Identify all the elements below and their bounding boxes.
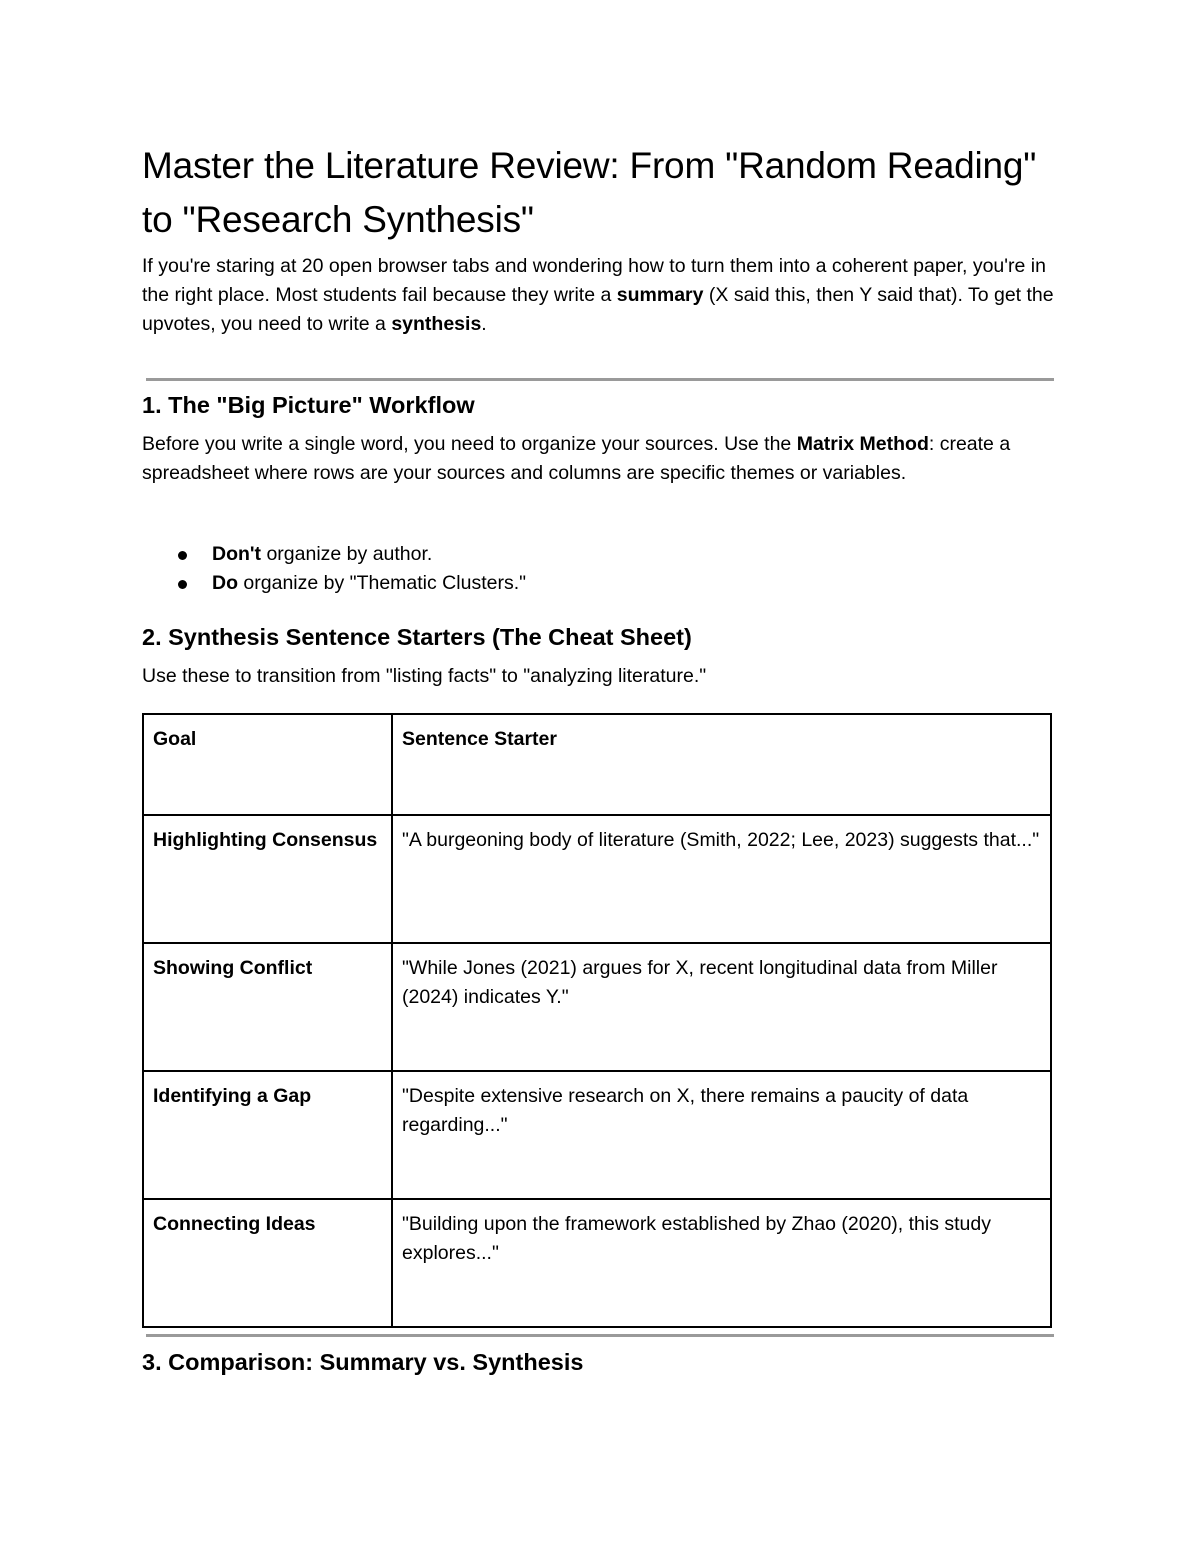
document-title: Master the Literature Review: From "Random Reading" to "Research Synthesis" <box>142 145 1037 240</box>
sentence-starters-table <box>142 713 1052 1328</box>
intro-text-3: . <box>481 313 487 335</box>
section-1-bullet-list <box>142 540 526 598</box>
section-1-text-1: Before you write a single word, you need to organize your sources. Use the <box>142 433 797 455</box>
section-1-bold: Matrix Method <box>796 433 929 455</box>
horizontal-rule <box>146 1334 1054 1337</box>
table-cell-starter: "Building upon the framework established by Zhao (2020), this study explores..." <box>392 1199 1051 1327</box>
bullet-bold: Do <box>212 572 238 594</box>
table-header-starter: Sentence Starter <box>392 714 1051 815</box>
table-row <box>143 1071 1051 1199</box>
table-cell-goal: Highlighting Consensus <box>143 815 392 943</box>
list-item <box>142 540 526 569</box>
intro-bold-synthesis: synthesis <box>391 313 482 335</box>
section-2-heading: 2. Synthesis Sentence Starters (The Cheat Sheet) <box>142 624 692 650</box>
section-2-paragraph: Use these to transition from "listing facts" to "analyzing literature." <box>142 665 707 687</box>
table-row <box>143 815 1051 943</box>
section-1-text-2: : create a spreadsheet where rows are your sources and columns are specific themes or variables. <box>142 433 1011 484</box>
table-row <box>143 1199 1051 1327</box>
table-header-row <box>143 714 1051 815</box>
bullet-icon <box>178 551 187 560</box>
intro-bold-summary: summary <box>616 284 704 306</box>
intro-text-2: (X said this, then Y said that). To get the upvotes, you need to write a <box>142 284 1054 335</box>
intro-paragraph <box>142 252 1057 339</box>
table-cell-goal: Connecting Ideas <box>143 1199 392 1327</box>
intro-text-1: If you're staring at 20 open browser tabs and wondering how to turn them into a coherent paper, you're in the right place. Most students fail because they write a <box>142 255 1046 306</box>
bullet-icon <box>178 580 187 589</box>
horizontal-rule <box>146 378 1054 381</box>
bullet-text: organize by author. <box>261 543 433 565</box>
table-cell-goal: Identifying a Gap <box>143 1071 392 1199</box>
bullet-bold: Don't <box>212 543 262 565</box>
list-item <box>142 569 526 598</box>
table-cell-starter: "While Jones (2021) argues for X, recent longitudinal data from Miller (2024) indicates Y." <box>392 943 1051 1071</box>
table-cell-starter: "Despite extensive research on X, there remains a paucity of data regarding..." <box>392 1071 1051 1199</box>
section-3-heading: 3. Comparison: Summary vs. Synthesis <box>142 1349 584 1375</box>
section-1-paragraph <box>142 430 1054 488</box>
table-row <box>143 943 1051 1071</box>
section-1-heading: 1. The "Big Picture" Workflow <box>142 392 475 418</box>
table-cell-goal: Showing Conflict <box>143 943 392 1071</box>
table-header-goal: Goal <box>143 714 392 815</box>
table-cell-starter: "A burgeoning body of literature (Smith, 2022; Lee, 2023) suggests that..." <box>392 815 1051 943</box>
bullet-text: organize by "Thematic Clusters." <box>238 572 527 594</box>
